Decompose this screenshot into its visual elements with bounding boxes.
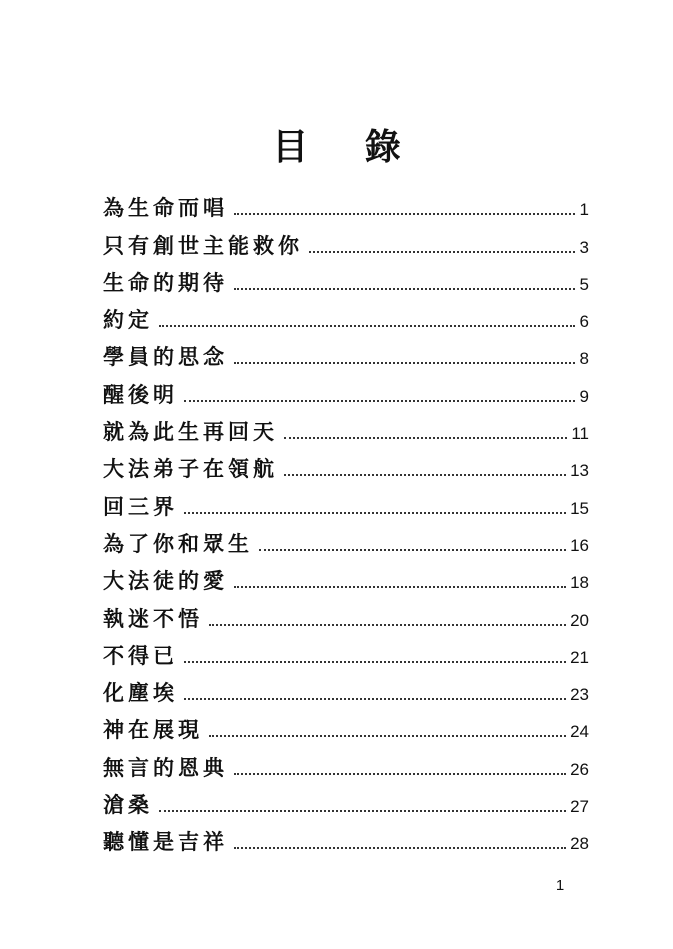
toc-entry[interactable] bbox=[103, 188, 589, 225]
toc-entry-title: 滄桑 bbox=[103, 793, 153, 818]
toc-entry-title: 約定 bbox=[103, 308, 153, 333]
toc-entry-page: 9 bbox=[579, 386, 589, 406]
toc-entry-page: 8 bbox=[579, 349, 589, 369]
toc-entry[interactable] bbox=[103, 263, 589, 300]
dot-leader bbox=[234, 213, 575, 215]
table-of-contents bbox=[103, 188, 589, 859]
toc-entry[interactable] bbox=[103, 636, 589, 673]
toc-entry-title: 為了你和眾生 bbox=[103, 531, 253, 556]
toc-entry-page: 27 bbox=[570, 797, 589, 817]
toc-entry-title: 就為此生再回天 bbox=[103, 420, 278, 445]
toc-entry-title: 為生命而唱 bbox=[103, 196, 228, 221]
toc-entry[interactable] bbox=[103, 412, 589, 449]
toc-entry-title: 回三界 bbox=[103, 494, 178, 519]
toc-entry-page: 23 bbox=[570, 685, 589, 705]
dot-leader bbox=[184, 400, 575, 402]
toc-entry[interactable] bbox=[103, 561, 589, 598]
toc-entry-title: 大法弟子在領航 bbox=[103, 457, 278, 482]
toc-entry[interactable] bbox=[103, 449, 589, 486]
dot-leader bbox=[184, 512, 566, 514]
toc-entry-page: 11 bbox=[571, 424, 589, 444]
toc-entry-page: 28 bbox=[570, 834, 589, 854]
dot-leader bbox=[234, 586, 566, 588]
dot-leader bbox=[284, 474, 566, 476]
dot-leader bbox=[184, 698, 566, 700]
page-title: 目 錄 bbox=[272, 127, 423, 169]
toc-entry-page: 6 bbox=[579, 312, 589, 332]
dot-leader bbox=[159, 325, 575, 327]
toc-entry-page: 20 bbox=[570, 610, 589, 630]
toc-entry[interactable] bbox=[103, 337, 589, 374]
toc-entry-page: 15 bbox=[570, 498, 589, 518]
toc-entry-page: 13 bbox=[570, 461, 589, 481]
toc-entry-title: 學員的思念 bbox=[103, 345, 228, 370]
toc-entry-title: 無言的恩典 bbox=[103, 755, 228, 780]
dot-leader bbox=[234, 362, 575, 364]
dot-leader bbox=[259, 549, 566, 551]
toc-entry-page: 5 bbox=[579, 274, 589, 294]
toc-entry[interactable] bbox=[103, 747, 589, 784]
page-number: 1 bbox=[555, 877, 565, 894]
dot-leader bbox=[234, 847, 566, 849]
toc-entry-title: 生命的期待 bbox=[103, 270, 228, 295]
toc-entry[interactable] bbox=[103, 486, 589, 523]
dot-leader bbox=[184, 661, 566, 663]
dot-leader bbox=[234, 773, 566, 775]
toc-entry-page: 24 bbox=[570, 722, 589, 742]
toc-entry[interactable] bbox=[103, 598, 589, 635]
dot-leader bbox=[209, 624, 566, 626]
dot-leader bbox=[309, 251, 575, 253]
toc-entry-page: 3 bbox=[579, 237, 589, 257]
toc-entry-title: 聽懂是吉祥 bbox=[103, 830, 228, 855]
toc-entry[interactable] bbox=[103, 524, 589, 561]
toc-entry-page: 26 bbox=[570, 759, 589, 779]
toc-entry-title: 化塵埃 bbox=[103, 681, 178, 706]
toc-entry-title: 不得已 bbox=[103, 643, 178, 668]
toc-entry-page: 21 bbox=[570, 647, 589, 667]
toc-entry-title: 神在展現 bbox=[103, 718, 203, 743]
toc-entry[interactable] bbox=[103, 225, 589, 262]
toc-entry[interactable] bbox=[103, 785, 589, 822]
toc-entry-title: 醒後明 bbox=[103, 382, 178, 407]
toc-entry[interactable] bbox=[103, 374, 589, 411]
toc-entry-title: 大法徒的愛 bbox=[103, 569, 228, 594]
dot-leader bbox=[234, 288, 575, 290]
toc-entry-page: 18 bbox=[570, 573, 589, 593]
dot-leader bbox=[284, 437, 567, 439]
dot-leader bbox=[209, 735, 566, 737]
toc-entry-title: 執迷不悟 bbox=[103, 606, 203, 631]
toc-entry[interactable] bbox=[103, 300, 589, 337]
toc-entry[interactable] bbox=[103, 673, 589, 710]
toc-entry[interactable] bbox=[103, 710, 589, 747]
toc-entry-title: 只有創世主能救你 bbox=[103, 233, 303, 258]
toc-entry-page: 16 bbox=[570, 535, 589, 555]
toc-entry-page: 1 bbox=[579, 200, 589, 220]
toc-entry[interactable] bbox=[103, 822, 589, 859]
dot-leader bbox=[159, 810, 566, 812]
